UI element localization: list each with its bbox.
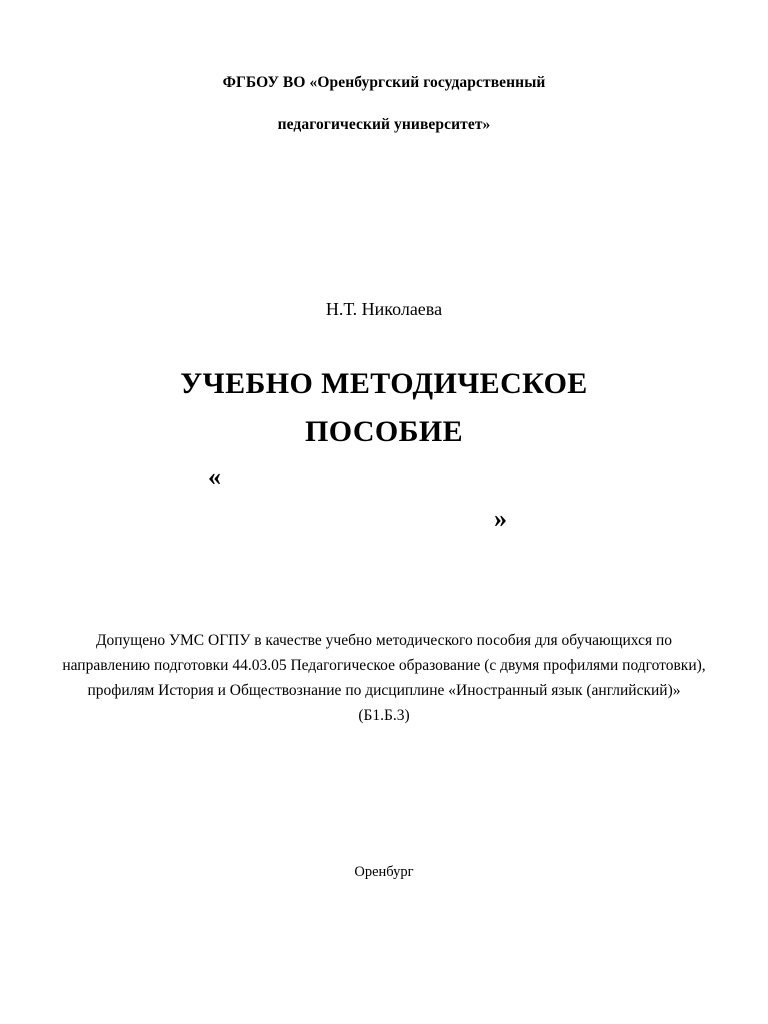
page-title: УЧЕБНО МЕТОДИЧЕСКОЕ ПОСОБИЕ	[180, 367, 588, 448]
author-name: Н.Т. Николаева	[325, 299, 443, 319]
institution-line-2: педагогический университет»	[277, 116, 491, 133]
institution-heading	[120, 62, 648, 146]
institution-line-1: ФГБОУ ВО «Оренбургский государственный	[222, 74, 546, 91]
publication-city: Оренбург	[354, 864, 414, 880]
quote-open-mark: «	[208, 462, 221, 491]
quote-close-mark: »	[494, 504, 507, 533]
approval-statement: Допущено УМС ОГПУ в качестве учебно методического пособия для обучающихся по направлению подготовки 44.03.05 Педагогическое образование (с двумя профилями подготовки), профилям История и Обществознание по дисциплине «Иностранный язык (английский)» (Б1.Б.3)	[62, 632, 706, 724]
